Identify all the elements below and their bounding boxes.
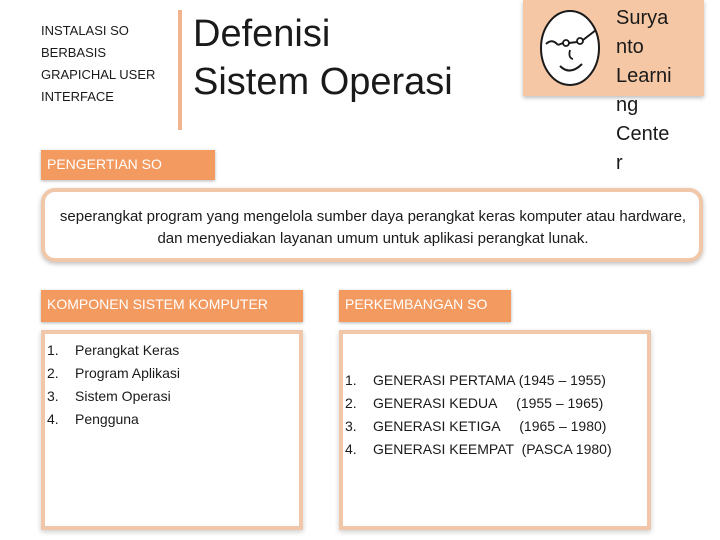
list-item-number: 3.	[345, 418, 357, 434]
pengertian-label: PENGERTIAN SO	[41, 150, 215, 180]
subtitle-line: INSTALASI SO	[41, 23, 129, 38]
list-item	[47, 362, 180, 385]
list-item	[345, 438, 612, 461]
smiley-face-icon	[538, 8, 602, 88]
title-line: Defenisi	[193, 13, 331, 55]
logo-text-line: Cente	[616, 123, 670, 145]
title-divider	[178, 10, 182, 130]
slide-subtitle	[41, 20, 181, 108]
list-item-number: 4.	[47, 411, 59, 427]
subtitle-line: GRAPICHAL USER	[41, 67, 156, 82]
list-item-text: GENERASI KEEMPAT (PASCA 1980)	[373, 441, 612, 457]
logo-text-line: nto	[616, 36, 644, 58]
definition-text: seperangkat program yang mengelola sumber daya perangkat keras komputer atau hardware, dan menyediakan layanan umum untuk aplikasi perangkat lunak.	[59, 208, 687, 247]
logo-text-line: Surya	[616, 7, 669, 29]
list-item-text: Sistem Operasi	[75, 388, 171, 404]
komponen-list	[47, 339, 180, 431]
list-item-text: GENERASI KETIGA (1965 – 1980)	[373, 418, 607, 434]
list-item-number: 1.	[47, 342, 59, 358]
list-item	[47, 339, 180, 362]
list-item-number: 3.	[47, 388, 59, 404]
list-item	[345, 392, 612, 415]
title-line: Sistem Operasi	[193, 61, 453, 103]
list-item-text: GENERASI PERTAMA (1945 – 1955)	[373, 372, 606, 388]
logo-text-line: ng	[616, 94, 639, 116]
logo-text-line: r	[616, 152, 623, 174]
perkembangan-label: PERKEMBANGAN SO	[339, 290, 511, 322]
subtitle-line: BERBASIS	[41, 45, 107, 60]
logo-text-line: Learni	[616, 65, 672, 87]
list-item	[47, 385, 180, 408]
list-item-number: 4.	[345, 441, 357, 457]
komponen-label: KOMPONEN SISTEM KOMPUTER	[41, 290, 303, 322]
list-item	[47, 408, 180, 431]
list-item-text: GENERASI KEDUA (1955 – 1965)	[373, 395, 604, 411]
subtitle-line: INTERFACE	[41, 89, 114, 104]
list-item-number: 2.	[345, 395, 357, 411]
list-item	[345, 369, 612, 392]
logo-text	[616, 4, 686, 178]
list-item-text: Program Aplikasi	[75, 365, 181, 381]
list-item-text: Perangkat Keras	[75, 342, 180, 358]
perkembangan-list	[345, 369, 612, 461]
list-item	[345, 415, 612, 438]
slide-title	[193, 10, 513, 106]
list-item-number: 2.	[47, 365, 59, 381]
list-item-number: 1.	[345, 372, 357, 388]
list-item-text: Pengguna	[75, 411, 139, 427]
